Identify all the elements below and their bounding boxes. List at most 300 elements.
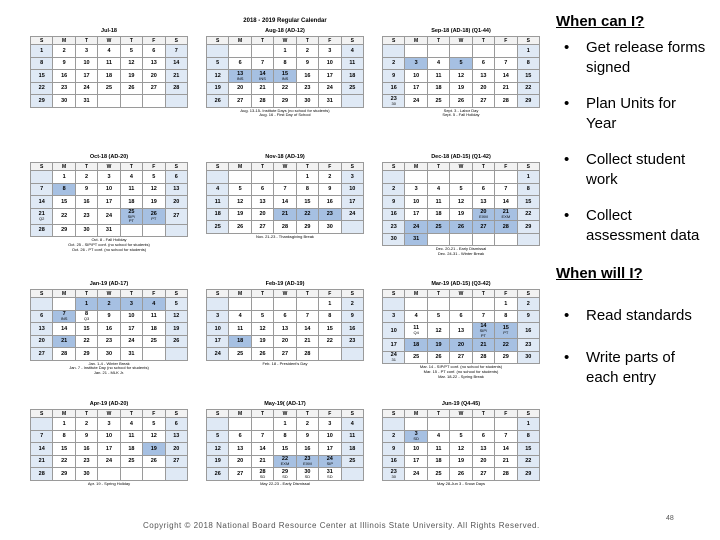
day-cell [427,221,449,234]
day-number: 13 [173,433,180,440]
day-cell [450,70,472,83]
day-cell [75,70,97,83]
day-number: 14 [281,198,289,205]
day-cell [165,208,187,224]
day-cell [143,443,165,456]
day-number: 30 [304,468,311,475]
day-number: 30 [83,470,90,477]
day-number: 21 [38,458,45,465]
day-number: 5 [238,186,242,193]
day-cell [450,468,472,481]
weekday-label: T [427,290,449,298]
day-cell [495,455,517,468]
day-cell [165,468,187,481]
day-number: 1 [526,173,530,180]
day-cell [319,183,341,196]
day-number: 7 [283,186,287,193]
month-block [382,153,540,257]
day-number: 2 [305,420,309,427]
weekday-label: S [31,410,53,418]
weekday-label: F [143,37,165,45]
day-number: 22 [281,85,289,92]
day-cell [517,183,539,196]
week-row [383,310,540,323]
day-number: 13 [480,72,487,79]
day-note: SIP/ [127,213,136,219]
weekday-label: W [450,290,472,298]
day-number: 12 [435,327,442,334]
day-cell [296,221,318,234]
day-cell [383,339,405,352]
weekday-label: S [517,37,539,45]
day-cell [296,57,318,70]
day-cell [143,418,165,431]
day-cell [296,310,318,323]
day-cell [341,418,363,431]
weekday-label: S [31,163,53,171]
weekday-label: S [165,290,187,298]
day-number: 23 [390,468,397,475]
when-will-list [556,306,706,388]
weekday-label: S [165,410,187,418]
day-cell [98,82,120,95]
day-cell [98,310,120,323]
day-cell [120,196,142,209]
day-cell [472,310,494,323]
day-number: 22 [525,211,532,218]
day-cell [274,443,296,456]
day-cell [296,298,318,311]
weekday-label: S [207,410,229,418]
day-cell [251,348,273,361]
day-cell [383,70,405,83]
day-cell [98,224,120,237]
day-cell [229,70,251,83]
month-block [30,27,188,108]
day-number: 6 [481,433,485,440]
day-cell [229,443,251,456]
weekday-label: T [427,410,449,418]
day-number: 6 [174,173,178,180]
day-cell [143,45,165,58]
day-number: 14 [38,198,45,205]
day-cell [229,335,251,348]
day-number: 2 [392,186,396,193]
calendar-title: 2018 - 2019 Regular Calendar [243,18,327,24]
day-cell [341,57,363,70]
day-cell [229,183,251,196]
list-item [556,38,706,78]
week-row [31,298,188,311]
day-number: 8 [526,186,530,193]
day-number: 24 [128,338,135,345]
week-row [383,430,540,443]
day-cell [472,171,494,184]
month-title: Jul-18 [101,28,117,34]
day-cell [341,323,363,336]
day-number: 24 [326,85,333,92]
day-cell [75,430,97,443]
day-cell [383,171,405,184]
day-cell [383,418,405,431]
day-cell [495,310,517,323]
day-number: 29 [61,227,68,234]
day-cell [495,233,517,246]
day-number: 3 [328,47,332,54]
day-cell [472,196,494,209]
day-cell [495,221,517,234]
day-cell [517,70,539,83]
day-number: 14 [502,72,509,79]
week-row [207,335,364,348]
day-cell [251,443,273,456]
day-cell [75,335,97,348]
day-cell [450,310,472,323]
day-number: 6 [152,47,156,54]
weekday-label: T [251,163,273,171]
day-number: 1 [526,420,530,427]
bullet-icon: • [564,95,570,112]
list-item [556,206,706,246]
day-number: 27 [173,458,180,465]
weekday-label: W [98,163,120,171]
day-number: 3 [129,300,133,307]
day-number: 7 [504,186,508,193]
day-number: 16 [349,325,356,332]
day-number: 28 [173,85,180,92]
day-note: INS [281,75,289,81]
day-number: 9 [305,433,309,440]
day-cell [98,70,120,83]
day-number: 12 [214,445,221,452]
week-row [383,57,540,70]
day-cell [207,310,229,323]
weekday-label: S [383,163,405,171]
day-number: 15 [83,325,90,332]
week-row [383,298,540,311]
day-cell [341,310,363,323]
day-number: 18 [214,211,221,218]
day-cell [274,45,296,58]
day-number: 7 [504,433,508,440]
day-number: 7 [62,311,66,317]
day-cell [31,196,53,209]
month-title: Nov-18 (AD-19) [265,154,305,160]
day-number: 23 [105,338,113,345]
day-cell [427,418,449,431]
week-row [207,455,364,468]
day-number: 14 [173,60,180,67]
day-cell [120,57,142,70]
bullet-icon: • [564,39,570,56]
day-cell [517,298,539,311]
day-cell [207,57,229,70]
day-number: 19 [128,72,135,79]
week-row [207,298,364,311]
day-cell [383,468,405,481]
month-note: May 28-Jun 3 - Snow Days [436,480,486,486]
day-cell [143,95,165,108]
day-cell [53,335,75,348]
when-can-list [556,38,706,246]
day-cell [517,208,539,221]
day-cell [207,183,229,196]
day-cell [341,298,363,311]
day-number: 18 [413,341,420,348]
weekday-label: S [341,163,363,171]
day-number: 29 [38,97,45,104]
day-cell [143,298,165,311]
month-note: Oct. 25 - SIP/PT conf. (no school for students) [68,241,150,247]
day-cell [98,455,120,468]
day-cell [75,82,97,95]
day-cell [517,468,539,481]
day-number: 22 [61,213,68,219]
day-number: 17 [214,338,221,345]
day-number: 26 [435,354,442,361]
day-cell [383,310,405,323]
bullet-icon: • [564,307,570,324]
day-cell [75,208,97,224]
day-cell [383,45,405,58]
day-cell [229,171,251,184]
day-cell [274,418,296,431]
day-cell [450,45,472,58]
month-grid [382,36,540,108]
weekday-label: W [98,410,120,418]
month-block [382,400,540,486]
weekday-label: W [450,37,472,45]
day-number: 30 [304,97,311,104]
day-number: 9 [526,313,530,320]
day-cell [229,196,251,209]
month-note: Nov. 21-23 - Thanksgiving Break [256,233,314,239]
day-cell [75,323,97,336]
day-number: 17 [83,72,90,79]
day-number: 27 [150,85,157,92]
day-cell [165,323,187,336]
day-cell [165,95,187,108]
day-number: 10 [214,325,221,332]
day-cell [251,455,273,468]
day-number: 21 [502,209,509,215]
day-number: 28 [61,350,68,357]
day-cell [495,323,517,339]
day-cell [251,45,273,58]
day-cell [251,323,273,336]
day-number: 21 [38,210,45,217]
day-number: 4 [216,186,220,193]
day-number: 15 [281,70,289,77]
day-number: 25 [435,97,442,104]
day-number: 19 [435,341,442,348]
month-notes [206,108,364,119]
day-number: 8 [40,60,44,67]
week-row [207,443,364,456]
day-cell [251,82,273,95]
day-cell [53,82,75,95]
day-cell [450,95,472,108]
day-cell [319,196,341,209]
day-number: 21 [502,458,509,465]
day-cell [450,57,472,70]
day-number: 11 [128,186,135,193]
day-cell [472,468,494,481]
month-title: Feb-19 (AD-19) [265,281,305,287]
day-cell [405,418,427,431]
day-number: 17 [105,445,113,452]
day-cell [405,57,427,70]
day-cell [53,208,75,224]
weekday-label: M [405,37,427,45]
day-cell [274,310,296,323]
day-cell [165,430,187,443]
day-number: 12 [457,445,465,452]
day-cell [53,45,75,58]
day-cell [341,45,363,58]
day-cell [495,45,517,58]
day-number: 12 [457,72,465,79]
day-number: 19 [457,458,465,465]
week-row [31,455,188,468]
week-row [31,310,188,323]
day-number: 10 [105,186,113,193]
week-row [383,339,540,352]
day-cell [75,196,97,209]
weekday-label: M [53,410,75,418]
day-number: 21 [173,72,180,79]
day-number: 4 [414,313,418,320]
day-number: 21 [480,341,487,348]
day-number: 6 [459,313,463,320]
day-cell [229,310,251,323]
week-row [31,183,188,196]
day-number: 27 [480,223,487,230]
day-number: 20 [237,458,244,465]
day-number: 31 [326,97,333,104]
month-notes [30,481,188,487]
weekday-label: F [319,410,341,418]
day-number: 16 [326,198,333,205]
day-cell [495,95,517,108]
day-cell [165,57,187,70]
month-notes [382,108,540,119]
weekday-label: T [75,37,97,45]
day-cell [31,310,53,323]
day-number: 17 [105,198,113,205]
day-cell [165,443,187,456]
day-number: 25 [413,354,420,361]
day-number: 18 [349,445,356,452]
day-cell [383,208,405,221]
day-note: SD [304,473,311,479]
week-row [207,70,364,83]
day-cell [120,224,142,237]
day-cell [274,57,296,70]
day-cell [472,323,494,339]
day-number: 5 [216,60,220,67]
day-number: 28 [480,354,487,361]
day-cell [98,418,120,431]
day-number: 16 [61,72,68,79]
day-cell [405,351,427,364]
day-number: 11 [150,313,157,320]
day-cell [319,171,341,184]
day-number: 26 [457,97,465,104]
day-number: 22 [304,211,311,218]
day-cell [229,323,251,336]
week-row [31,443,188,456]
day-cell [472,70,494,83]
day-cell [274,468,296,481]
day-number: 29 [525,97,532,104]
day-number: 28 [304,350,311,357]
week-row [31,82,188,95]
week-row [383,171,540,184]
day-cell [274,82,296,95]
day-number: 28 [502,470,509,477]
day-number: 14 [502,445,509,452]
month-note: Jan. 21 - MLK Jr. [93,370,125,376]
week-row [31,57,188,70]
day-note: Q2 [39,215,45,221]
weekday-label: T [120,37,142,45]
day-cell [319,298,341,311]
month-note: Oct. 26 - PT conf. (no school for students) [71,246,147,252]
day-cell [296,196,318,209]
week-row [207,418,364,431]
day-cell [274,171,296,184]
day-number: 2 [85,420,89,427]
day-number: 12 [259,325,266,332]
day-cell [341,221,363,234]
day-cell [405,82,427,95]
month-grid [206,162,364,234]
weekday-label: M [229,410,251,418]
day-cell [495,171,517,184]
day-number: 25 [214,223,221,230]
day-number: 10 [326,60,333,67]
day-cell [98,468,120,481]
month-title: Mar-19 (AD-15) (Q3-42) [431,281,491,287]
day-cell [405,208,427,221]
weekday-label: S [165,37,187,45]
day-note: 31 [391,357,396,362]
day-number: 7 [40,186,44,193]
day-cell [319,323,341,336]
weekday-label: T [296,290,318,298]
day-cell [120,208,142,224]
day-cell [207,298,229,311]
day-cell [341,70,363,83]
day-cell [296,183,318,196]
day-number: 24 [390,352,397,358]
day-cell [75,57,97,70]
day-number: 26 [457,223,465,230]
day-number: 29 [83,350,90,357]
month-note: Jan. 7 - Institute Day (no school for students) [69,365,149,371]
day-cell [53,418,75,431]
day-cell [31,323,53,336]
day-cell [120,418,142,431]
day-cell [274,348,296,361]
day-cell [53,455,75,468]
day-cell [229,95,251,108]
day-cell [495,418,517,431]
day-number: 9 [392,72,396,79]
day-cell [427,443,449,456]
day-cell [229,57,251,70]
